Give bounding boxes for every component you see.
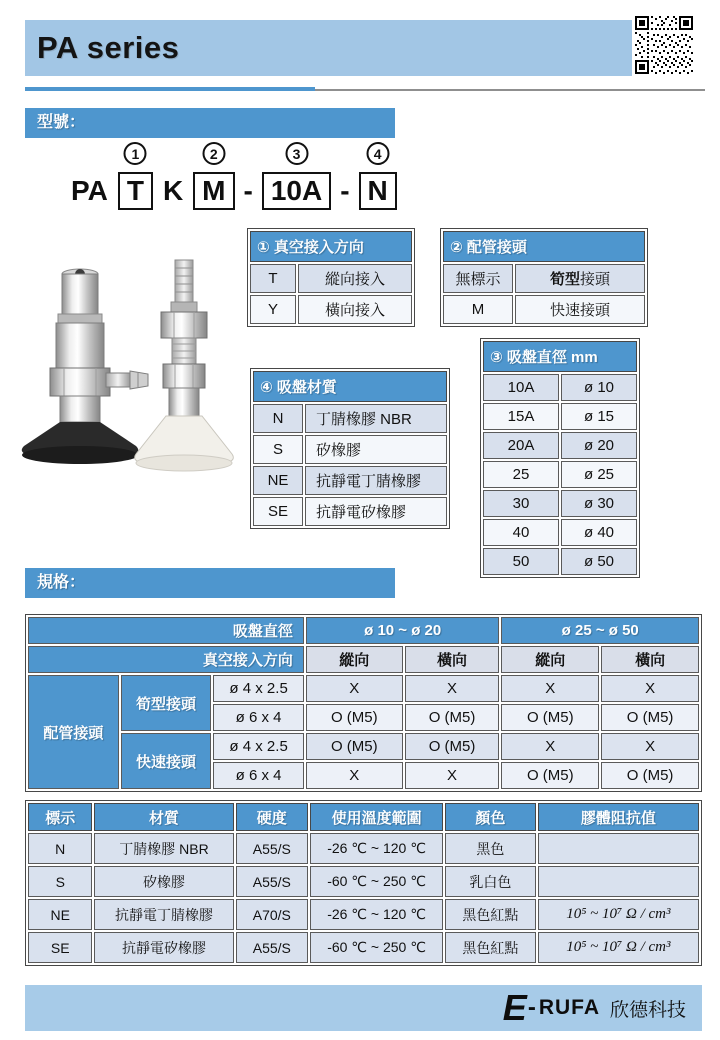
brand-logo-rufa: RUFA (538, 996, 600, 1019)
compat-cell: X (501, 675, 599, 702)
qr-code-icon (635, 16, 693, 74)
table-row (443, 264, 645, 293)
table-cup-diameter (480, 338, 640, 578)
value-cell: ø 25 (561, 461, 637, 488)
section-spec-label: 規格： (37, 574, 86, 591)
spec-direction-label: 真空接入方向 (28, 646, 304, 673)
value-cell: ø 15 (561, 403, 637, 430)
table-row (483, 490, 637, 517)
left-fitting (22, 269, 148, 464)
code-cell: Y (250, 295, 296, 324)
material-row (28, 932, 699, 963)
code-cell: N (253, 404, 303, 433)
table-row (253, 497, 447, 526)
compat-cell: O (M5) (306, 704, 403, 731)
spec-header-diameter-row (28, 617, 699, 644)
spec-quick-label: 快速接頭 (121, 733, 212, 789)
col-header: 硬度 (236, 803, 309, 831)
temperature-cell: -26 ℃ ~ 120 ℃ (310, 833, 443, 864)
value-cell: ø 20 (561, 432, 637, 459)
spec-range-small: ø 10 ~ ø 20 (306, 617, 499, 644)
table-pipe-fitting-title: ② 配管接頭 (443, 231, 645, 262)
compat-cell: X (306, 675, 403, 702)
table-row (443, 295, 645, 324)
table-spec-matrix (25, 614, 702, 792)
table-vacuum-direction (247, 228, 415, 327)
col-header: 顏色 (445, 803, 536, 831)
material-cell: 矽橡膠 (94, 866, 233, 897)
page-title: PA series (37, 30, 180, 65)
section-model-banner (25, 108, 395, 138)
table-row (250, 295, 412, 324)
material-header-row (28, 803, 699, 831)
divider-accent (25, 87, 315, 91)
table-row (483, 374, 637, 401)
mark-cell: NE (28, 899, 92, 930)
material-row (28, 833, 699, 864)
compat-cell: O (M5) (601, 704, 699, 731)
model-box-diameter-value: 10A (270, 175, 323, 206)
desc-rest: 接頭 (580, 271, 611, 288)
model-fixed-k: K (162, 175, 184, 206)
spec-row (28, 733, 699, 760)
model-box-fitting (193, 145, 234, 210)
resistance-cell: 10⁵ ~ 10⁷ Ω / cm³ (538, 932, 699, 963)
header-banner (25, 20, 632, 76)
code-cell: NE (253, 466, 303, 495)
table-row (483, 548, 637, 575)
temperature-cell: -60 ℃ ~ 250 ℃ (310, 932, 443, 963)
brand-logo-e: E (502, 987, 527, 1028)
resistance-cell: 10⁵ ~ 10⁷ Ω / cm³ (538, 899, 699, 930)
material-row (28, 866, 699, 897)
code-cell: 50 (483, 548, 559, 575)
col-header: 材質 (94, 803, 233, 831)
model-dash-1: - (243, 175, 253, 206)
col-header: 標示 (28, 803, 92, 831)
dir-horizontal: 橫向 (405, 646, 500, 673)
dir-horizontal: 橫向 (601, 646, 699, 673)
size-cell: ø 6 x 4 (213, 704, 304, 731)
code-cell: SE (253, 497, 303, 526)
compat-cell: X (501, 733, 599, 760)
mark-cell: S (28, 866, 92, 897)
code-cell: 10A (483, 374, 559, 401)
mark-cell: N (28, 833, 92, 864)
desc-bold: 筍型 (549, 271, 580, 288)
table-cup-diameter-title: ③ 吸盤直徑 mm (483, 341, 637, 372)
spec-row (28, 675, 699, 702)
model-box-direction (118, 145, 153, 210)
table-pipe-fitting (440, 228, 648, 327)
compat-cell: O (M5) (601, 762, 699, 789)
model-prefix: PA (71, 175, 108, 206)
hardness-cell: A55/S (236, 866, 309, 897)
compat-cell: X (306, 762, 403, 789)
desc-cell: 快速接頭 (515, 295, 645, 324)
table-vacuum-direction-title: ① 真空接入方向 (250, 231, 412, 262)
company-name: 欣德科技 (609, 999, 686, 1021)
table-row (250, 264, 412, 293)
material-cell: 丁腈橡膠 NBR (94, 833, 233, 864)
code-cell: 無標示 (443, 264, 513, 293)
brand-logo-dash: - (527, 994, 536, 1021)
code-cell: 25 (483, 461, 559, 488)
value-cell: ø 50 (561, 548, 637, 575)
compat-cell: O (M5) (405, 733, 500, 760)
model-box-diameter (262, 145, 331, 210)
table-row (483, 461, 637, 488)
material-cell: 抗靜電矽橡膠 (94, 932, 233, 963)
compat-cell: X (601, 733, 699, 760)
value-cell: ø 30 (561, 490, 637, 517)
compat-cell: X (405, 762, 500, 789)
spec-header-direction-row (28, 646, 699, 673)
model-code (66, 145, 402, 210)
mark-cell: SE (28, 932, 92, 963)
spec-range-large: ø 25 ~ ø 50 (501, 617, 699, 644)
model-box-direction-value: T (126, 175, 144, 206)
section-model-label: 型號： (37, 114, 86, 131)
hardness-cell: A70/S (236, 899, 309, 930)
code-cell: S (253, 435, 303, 464)
compat-cell: X (601, 675, 699, 702)
code-cell: T (250, 264, 296, 293)
code-cell: 40 (483, 519, 559, 546)
circled-number-3: 3 (285, 142, 308, 165)
color-cell: 黑色 (445, 833, 536, 864)
temperature-cell: -60 ℃ ~ 250 ℃ (310, 866, 443, 897)
color-cell: 黑色紅點 (445, 899, 536, 930)
spec-barb-label: 筍型接頭 (121, 675, 212, 731)
compat-cell: O (M5) (306, 733, 403, 760)
table-row (483, 519, 637, 546)
model-box-material (359, 145, 397, 210)
spec-diameter-label: 吸盤直徑 (28, 617, 304, 644)
table-row (253, 466, 447, 495)
compat-cell: O (M5) (501, 704, 599, 731)
compat-cell: O (M5) (405, 704, 500, 731)
code-cell: 20A (483, 432, 559, 459)
compat-cell: X (405, 675, 500, 702)
desc-cell: 橫向接入 (298, 295, 412, 324)
compat-cell: O (M5) (501, 762, 599, 789)
product-photo-suction-cups (8, 258, 240, 521)
code-cell: 15A (483, 403, 559, 430)
model-box-material-value: N (367, 175, 388, 206)
code-cell: M (443, 295, 513, 324)
color-cell: 乳白色 (445, 866, 536, 897)
desc-cell (515, 264, 645, 293)
section-spec-banner (25, 568, 395, 598)
spec-group-label: 配管接頭 (28, 675, 119, 789)
model-dash-2: - (340, 175, 350, 206)
right-fitting (135, 260, 234, 471)
desc-cell: 抗靜電丁腈橡膠 (305, 466, 447, 495)
size-cell: ø 4 x 2.5 (213, 675, 304, 702)
code-cell: 30 (483, 490, 559, 517)
table-row (483, 432, 637, 459)
col-header: 膠體阻抗值 (538, 803, 699, 831)
circled-number-1: 1 (124, 142, 147, 165)
divider-line (315, 89, 705, 91)
color-cell: 黑色紅點 (445, 932, 536, 963)
material-row (28, 899, 699, 930)
circled-number-2: 2 (202, 142, 225, 165)
desc-cell: 縱向接入 (298, 264, 412, 293)
table-row (253, 435, 447, 464)
dir-vertical: 縱向 (306, 646, 403, 673)
resistance-cell (538, 866, 699, 897)
table-cup-material-title: ④ 吸盤材質 (253, 371, 447, 402)
resistance-cell (538, 833, 699, 864)
temperature-cell: -26 ℃ ~ 120 ℃ (310, 899, 443, 930)
table-cup-material (250, 368, 450, 529)
footer-banner (25, 985, 702, 1031)
table-material-properties (25, 800, 702, 966)
value-cell: ø 40 (561, 519, 637, 546)
table-row (253, 404, 447, 433)
size-cell: ø 6 x 4 (213, 762, 304, 789)
desc-cell: 抗靜電矽橡膠 (305, 497, 447, 526)
hardness-cell: A55/S (236, 833, 309, 864)
dir-vertical: 縱向 (501, 646, 599, 673)
desc-cell: 丁腈橡膠 NBR (305, 404, 447, 433)
desc-cell: 矽橡膠 (305, 435, 447, 464)
hardness-cell: A55/S (236, 932, 309, 963)
col-header: 使用溫度範圍 (310, 803, 443, 831)
circled-number-4: 4 (366, 142, 389, 165)
table-row (483, 403, 637, 430)
model-box-fitting-value: M (202, 175, 226, 206)
size-cell: ø 4 x 2.5 (213, 733, 304, 760)
value-cell: ø 10 (561, 374, 637, 401)
material-cell: 抗靜電丁腈橡膠 (94, 899, 233, 930)
